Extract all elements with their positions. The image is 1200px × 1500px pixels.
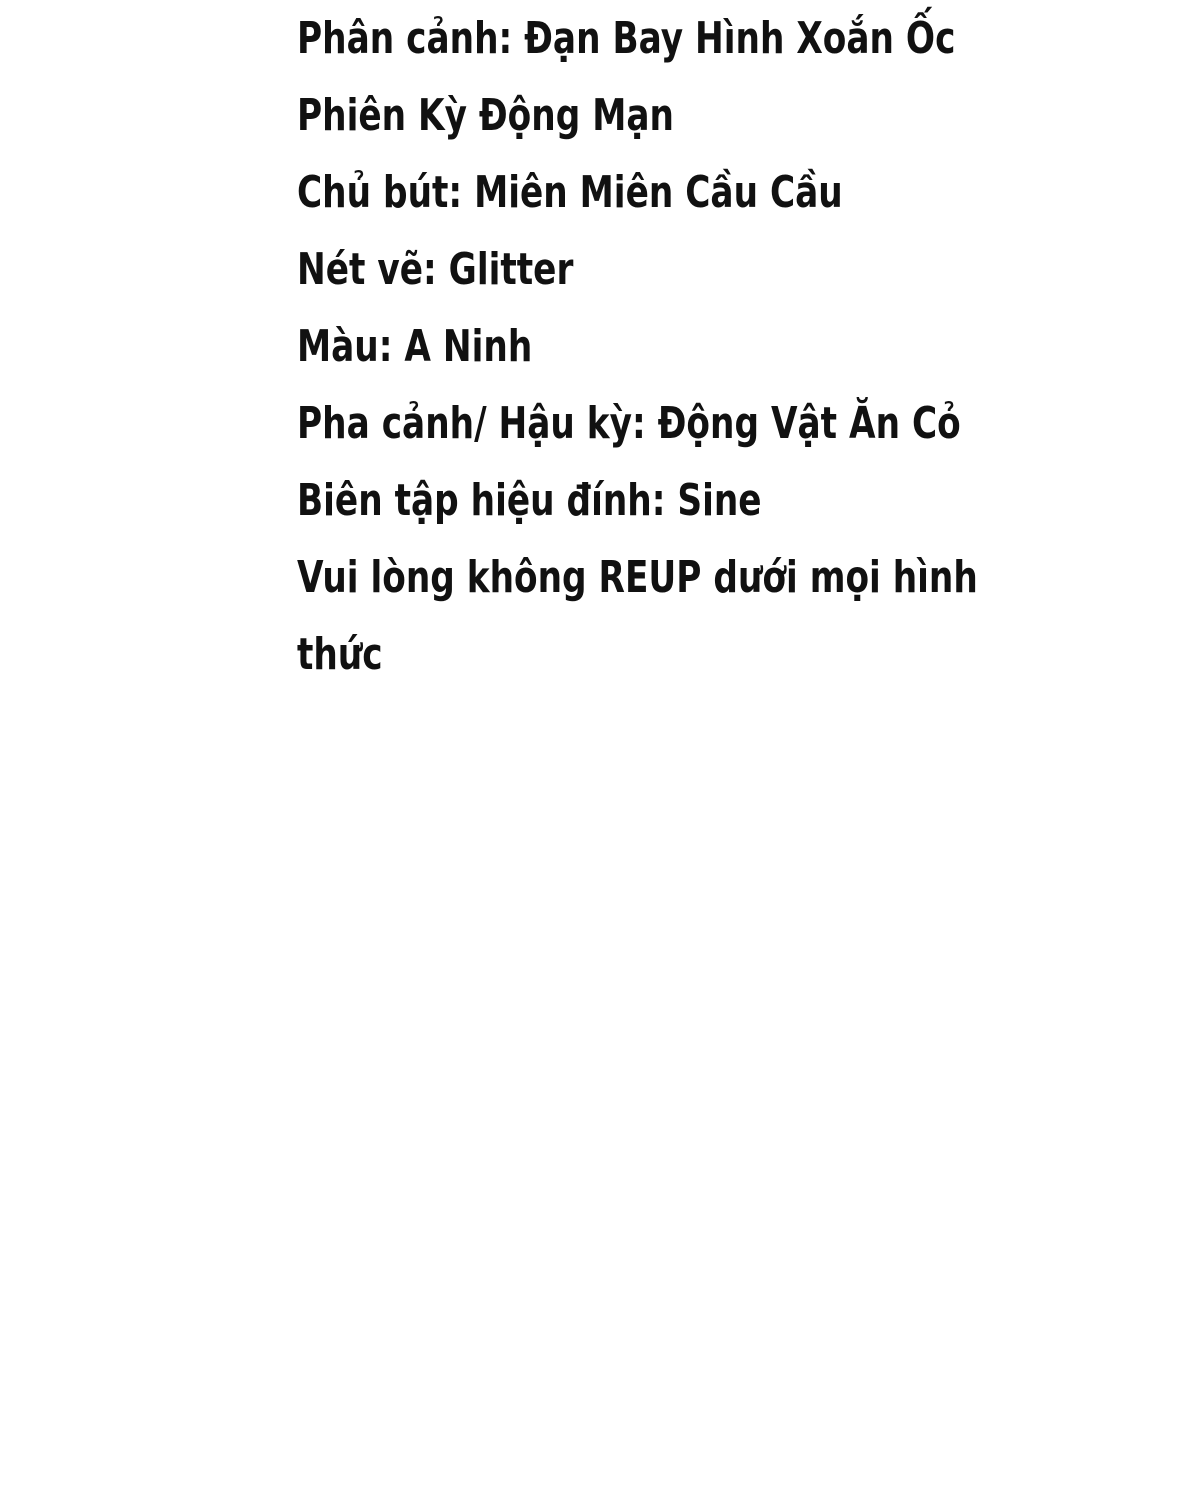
credit-line-color: Màu: A Ninh	[297, 321, 533, 372]
credits-text-block	[297, 0, 978, 693]
credit-line-studio: Phiên Kỳ Động Mạn	[297, 90, 674, 141]
credit-line-line-art: Nét vẽ: Glitter	[297, 244, 574, 295]
credit-line-main-writer: Chủ bút: Miên Miên Cầu Cầu	[297, 167, 843, 218]
credit-line-background-postprocessing: Pha cảnh/ Hậu kỳ: Động Vật Ăn Cỏ	[297, 398, 961, 449]
credit-line-editor: Biên tập hiệu đính: Sine	[297, 475, 762, 526]
no-reupload-notice: Vui lòng không REUP dưới mọi hình thức	[297, 552, 978, 680]
credit-line-storyboard: Phân cảnh: Đạn Bay Hình Xoắn Ốc	[297, 13, 956, 64]
